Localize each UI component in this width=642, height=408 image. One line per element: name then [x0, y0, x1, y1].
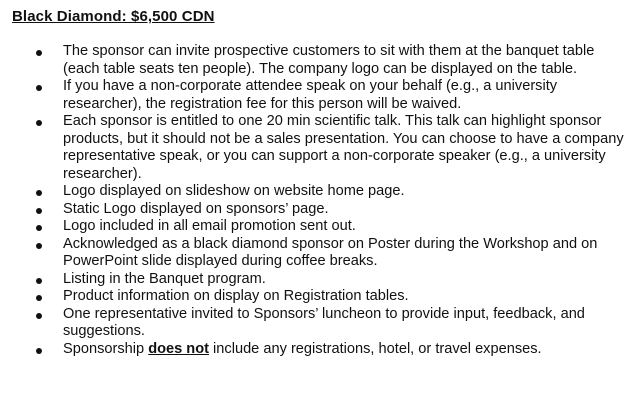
bullet-icon: [36, 208, 42, 214]
exclusion-text-end: include any registrations, hotel, or travel expenses.: [209, 340, 542, 357]
list-item: [0, 288, 642, 306]
list-item: [0, 43, 642, 78]
exclusion-emphasis: does not: [148, 340, 209, 357]
list-item-text: Logo included in all email promotion sent out.: [63, 218, 356, 234]
list-item: [0, 201, 642, 219]
bullet-icon: [36, 190, 42, 196]
list-item-text: Listing in the Banquet program.: [63, 270, 266, 287]
bullet-icon: [36, 348, 42, 354]
bullet-icon: [36, 278, 42, 284]
list-item-text: The sponsor can invite prospective customers to sit with them at the banquet table (each table seats ten people). The company logo can be displayed on the table.: [63, 43, 595, 77]
exclusion-text-start: Sponsorship: [63, 340, 149, 357]
bullet-icon: [36, 225, 42, 231]
list-item-text: Logo displayed on slideshow on website home page.: [63, 183, 405, 199]
list-item: [0, 218, 642, 236]
list-item-text: Acknowledged as a black diamond sponsor on Poster during the Workshop and on PowerPoint slide displayed during coffee breaks.: [63, 235, 598, 269]
bullet-icon: [36, 243, 42, 249]
bullet-icon: [36, 120, 42, 126]
list-item: [0, 78, 642, 113]
bullet-icon: [36, 295, 42, 301]
list-item: [0, 183, 642, 201]
benefits-list: [0, 43, 642, 358]
list-item-text: Each sponsor is entitled to one 20 min scientific talk. This talk can highlight sponsor products, but it should not be a sales presentation. You can choose to have a company representative speak, or you can support a non-corporate speaker (e.g., a university researcher).: [63, 113, 624, 182]
list-item: [0, 306, 642, 341]
list-item-exclusions: [0, 341, 642, 359]
bullet-icon: [36, 313, 42, 319]
sponsorship-tier-heading: Black Diamond: $6,500 CDN: [12, 8, 215, 25]
bullet-icon: [36, 50, 42, 56]
list-item-text: If you have a non-corporate attendee speak on your behalf (e.g., a university researcher), the registration fee for this person will be waived.: [63, 78, 558, 112]
list-item: [0, 271, 642, 289]
list-item: [0, 113, 642, 183]
list-item: [0, 236, 642, 271]
list-item-text: One representative invited to Sponsors’ luncheon to provide input, feedback, and suggestions.: [63, 305, 585, 339]
list-item-text: Static Logo displayed on sponsors’ page.: [63, 200, 329, 217]
list-item-text: Product information on display on Registration tables.: [63, 288, 409, 304]
bullet-icon: [36, 85, 42, 91]
